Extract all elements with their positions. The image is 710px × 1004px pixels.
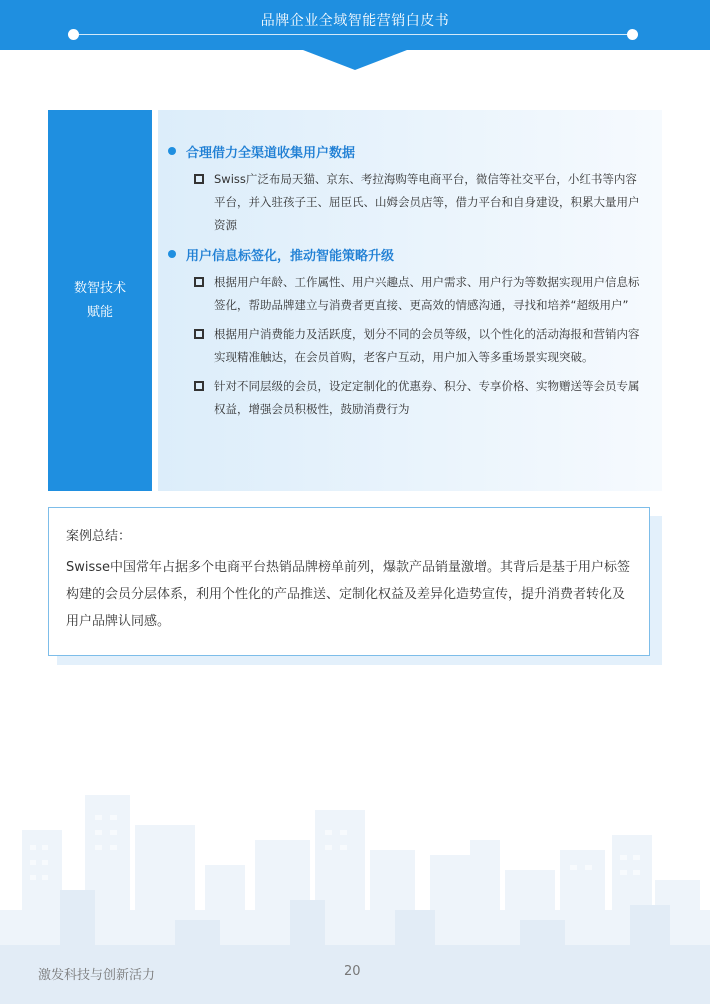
section-label — [48, 110, 152, 491]
section-body — [158, 110, 662, 491]
summary-card — [48, 507, 650, 656]
header-title: 品牌企业全域智能营销白皮书 — [260, 13, 450, 29]
bullet-dot-icon — [168, 147, 176, 155]
group-heading — [168, 243, 642, 265]
section-label-line2: 赋能 — [86, 304, 113, 320]
bullet-dot-icon — [168, 250, 176, 258]
header-pointer — [303, 50, 407, 70]
square-bullet-icon — [194, 174, 204, 184]
page-number: 20 — [344, 964, 361, 979]
header-dot-left — [68, 29, 79, 40]
list-item — [194, 271, 642, 317]
header-divider — [74, 34, 632, 35]
footer-slogan: 激发科技与创新活力 — [38, 968, 156, 983]
group-heading — [168, 140, 642, 162]
list-item-text: 根据用户消费能力及活跃度，划分不同的会员等级，以个性化的活动海报和营销内容实现精准触达，在会员首购，老客户互动，用户加入等多重场景实现突破。 — [214, 327, 640, 364]
square-bullet-icon — [194, 277, 204, 287]
page-header — [0, 0, 710, 50]
content-block — [48, 110, 662, 491]
list-item-text: 针对不同层级的会员，设定定制化的优惠券、积分、专享价格、实物赠送等会员专属权益，增强会员积极性，鼓励消费行为 — [214, 379, 640, 416]
square-bullet-icon — [194, 329, 204, 339]
group-heading-text: 合理借力全渠道收集用户数据 — [186, 145, 356, 161]
header-dot-right — [627, 29, 638, 40]
square-bullet-icon — [194, 381, 204, 391]
list-item-text: 根据用户年龄、工作属性、用户兴趣点、用户需求、用户行为等数据实现用户信息标签化，帮助品牌建立与消费者更直接、更高效的情感沟通，寻找和培养“超级用户” — [214, 275, 640, 312]
summary-body: Swisse中国常年占据多个电商平台热销品牌榜单前列，爆款产品销量激增。其背后是基于用户标签构建的会员分层体系，利用个性化的产品推送、定制化权益及差异化造势宣传，提升消费者转化及用户品牌认同感。 — [66, 560, 631, 629]
list-item — [194, 168, 642, 237]
group-heading-text: 用户信息标签化，推动智能策略升级 — [186, 248, 395, 264]
section-label-line1: 数智技术 — [73, 280, 126, 296]
summary-title: 案例总结： — [66, 529, 132, 544]
list-item — [194, 323, 642, 369]
list-item-text: Swiss广泛布局天猫、京东、考拉海购等电商平台，微信等社交平台，小红书等内容平台，并入驻孩子王、屈臣氏、山姆会员店等，借力平台和自身建设，积累大量用户资源 — [214, 172, 640, 232]
list-item — [194, 375, 642, 421]
